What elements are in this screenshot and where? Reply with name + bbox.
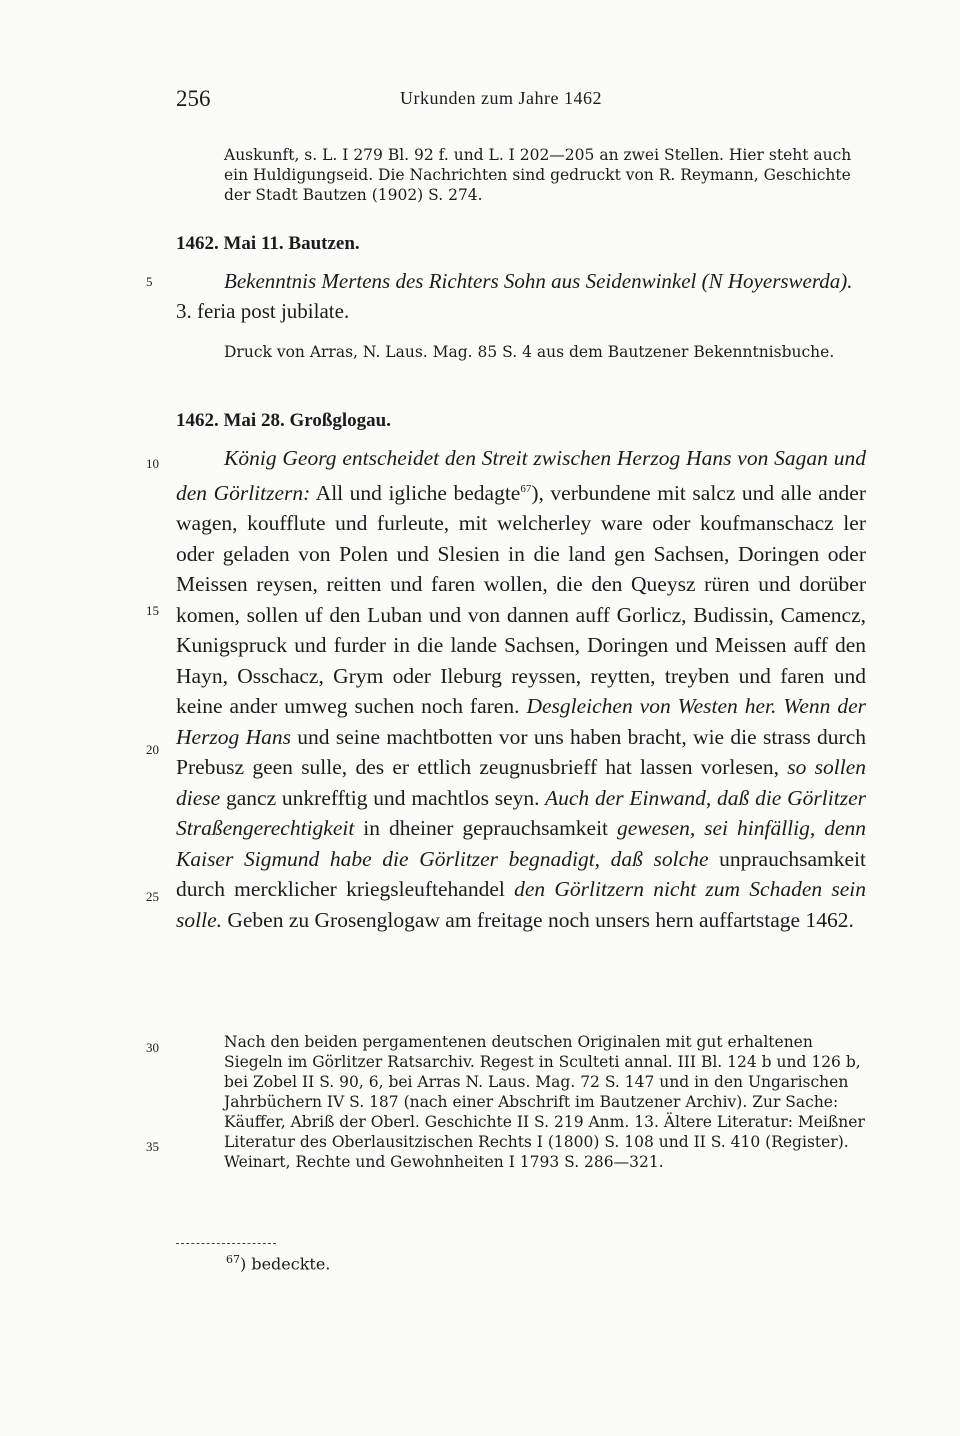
footnote-ref-number: 67 [520,482,532,495]
regest-span: so sollen diese [176,755,866,810]
footnote-text: ) bedeckte. [240,1254,331,1274]
footnote-mark: 67 [226,1253,240,1266]
entry2-regest-intro: König Georg entscheidet den Streit zwischen Herzog Hans von Sagan und den Görlitzern: [176,446,866,505]
page-header [176,86,866,114]
line-number: 30 [146,1040,159,1055]
entry1-regest-date: 3. feria post jubilate. [176,299,350,323]
running-title: Urkunden zum Jahre 1462 [400,88,602,108]
text-span: Geben zu Grosenglogaw am freitage noch unsers hern auffartstage 1462. [221,907,854,932]
text-span: ), verbundene mit salcz und alle ander wagen, koufflute und furleute, mit welcherley ware oder koufmanschacz ler oder geladen von Polen und Slesien in die land gen Sachsen, Doringen oder Meissen reysen, reitten und faren wollen, die den Queysz rüren und dorüber komen, sollen uf den Luban und von dannen auff Gorlicz, Budissin, Camencz, Kunigspruck und furder in die lande Sachsen, Doringen und Meissen auff den Hayn, Osschacz, Grym oder Ileburg reyssen, reytten, treyben und faren und keine ander umweg suchen noch faren. [176,480,866,719]
line-number: 15 [146,603,159,618]
intro-note: Auskunft, s. L. I 279 Bl. 92 f. und L. I 202—205 an zwei Stellen. Hier steht auch ein Huldigungseid. Die Nachrichten sind gedruckt von R. Reymann, Geschichte der Stadt Bautzen (1902) S. 274. [224,146,852,204]
line-number: 5 [146,274,153,289]
entry1-heading: 1462. Mai 11. Bautzen. [176,233,360,254]
regest-span: Auch der Einwand, daß die Görlitzer Straßengerechtigkeit [176,785,866,841]
text-span: und seine machtbotten vor uns haben bracht, wie die strass durch Prebusz geen sulle, des er ettlich zeugnusbrieff hat lassen vorlesen, [176,724,866,780]
regest-span: gewesen, sei hinfällig, denn Kaiser Sigmund habe die Görlitzer begnadigt, daß solche [176,816,866,871]
entry1-note: Druck von Arras, N. Laus. Mag. 85 S. 4 aus dem Bautzener Bekenntnisbuche. [224,343,835,361]
line-number: 20 [146,742,159,757]
page-number: 256 [176,86,211,111]
entry2-note: Nach den beiden pergamentenen deutschen Originalen mit gut erhaltenen Siegeln im Görlitzer Ratsarchiv. Regest in Sculteti annal. III Bl. 124 b und 126 b, bei Zobel II S. 90, 6, bei Arras N. Laus. Mag. 72 S. 147 und in den Ungarischen Jahrbüchern IV S. 187 (nach einer Abschrift im Bautzener Archiv). Zur Sache: Käuffer, Abriß der Oberl. Geschichte II S. 219 Anm. 13. Ältere Literatur: Meißner Literatur des Oberlausitzischen Rechts I (1800) S. 108 und II S. 410 (Register). Weinart, Rechte und Gewohnheiten I 1793 S. 286—321. [224,1033,865,1171]
entry1-regest-italic: Bekenntnis Mertens des Richters Sohn aus Seidenwinkel (N Hoyerswerda). [224,269,853,293]
footnote-divider [176,1243,276,1244]
line-number: 35 [146,1139,159,1154]
entry1-regest [176,266,866,326]
text-span: gancz unkrefftig und machtlos seyn. [220,785,540,810]
regest-span: Desgleichen von Westen her. Wenn der Herzog Hans [176,694,866,749]
regest-span: den Görlitzern nicht zum Schaden sein solle. [176,877,866,932]
text-span: All und igliche bedagte [310,480,521,505]
footnote-ref [520,483,531,495]
entry2-text [176,443,866,935]
footnote [226,1253,330,1273]
entry2-heading: 1462. Mai 28. Großglogau. [176,410,391,431]
line-number: 10 [146,456,159,471]
text-span: in dheiner geprauchsamkeit [354,816,609,841]
text-span: unprauchsamkeit durch mercklicher kriegsleuftehandel [176,846,867,902]
line-number: 25 [146,889,159,904]
